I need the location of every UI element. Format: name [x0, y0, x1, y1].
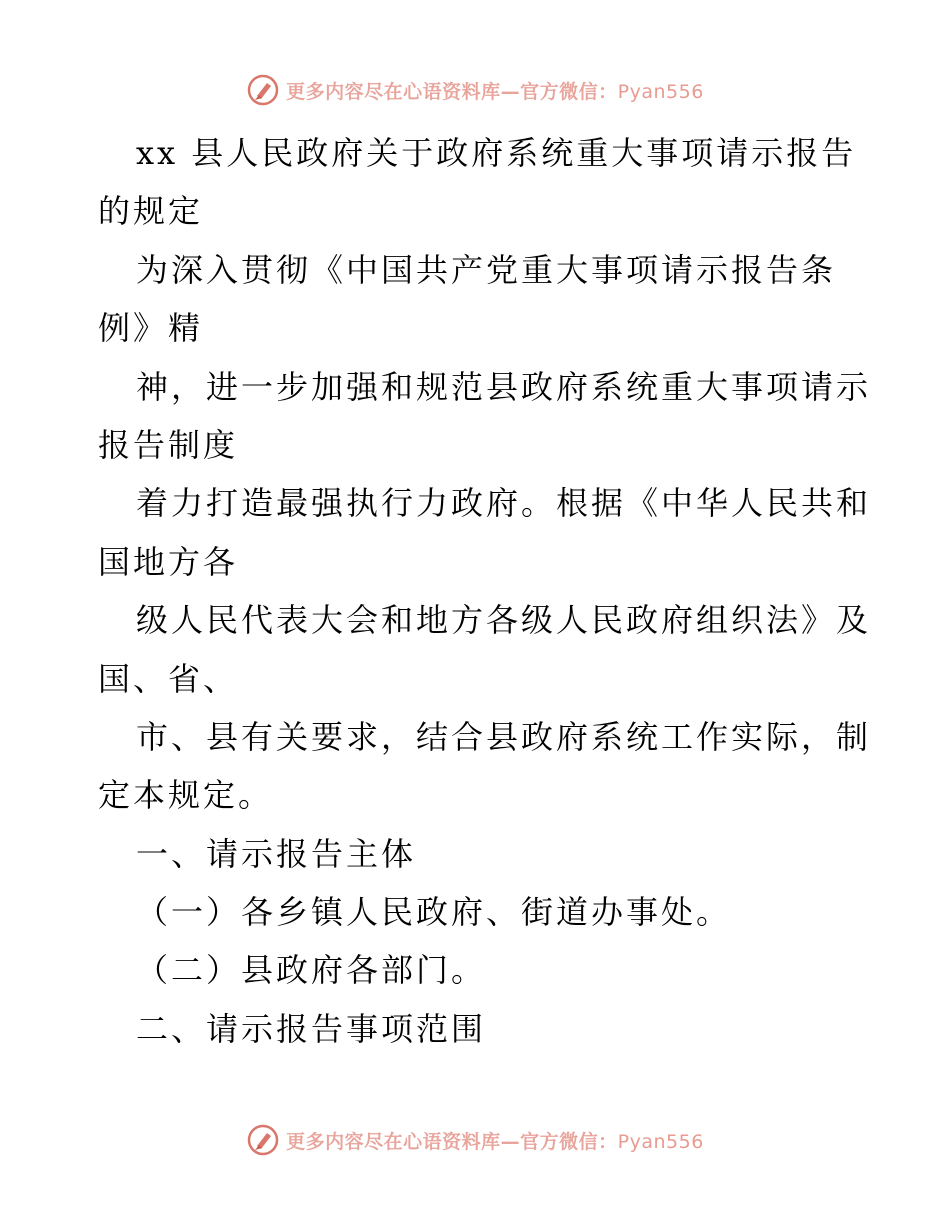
document-line: 国、省、 [98, 659, 239, 698]
document-line: 报告制度 [98, 425, 239, 464]
document-line: 市、县有关要求，结合县政府系统工作实际，制 [136, 717, 872, 756]
pen-nib-logo-icon [246, 73, 280, 107]
pen-nib-logo-icon [246, 1123, 280, 1157]
document-line: 二、请示报告事项范围 [136, 1009, 487, 1048]
document-line: 着力打造最强执行力政府。根据《中华人民共和 [136, 484, 872, 523]
header-watermark [0, 70, 950, 110]
document-line: 一、请示报告主体 [136, 834, 417, 873]
watermark-text: 更多内容尽在心语资料库—官方微信：Pyan556 [286, 80, 704, 103]
document-line: 级人民代表大会和地方各级人民政府组织法》及 [136, 601, 872, 640]
document-line: 国地方各 [98, 542, 239, 581]
document-line: （一）各乡镇人民政府、街道办事处。 [136, 893, 732, 932]
document-line: 神，进一步加强和规范县政府系统重大事项请示 [136, 367, 872, 406]
document-line: 例》精 [98, 309, 204, 348]
watermark-text: 更多内容尽在心语资料库—官方微信：Pyan556 [286, 1130, 704, 1153]
footer-watermark [0, 1120, 950, 1160]
document-body [98, 124, 872, 1058]
document-line: xx 县人民政府关于政府系统重大事项请示报告 [136, 134, 857, 172]
document-line: 为深入贯彻《中国共产党重大事项请示报告条 [136, 250, 837, 289]
document-line: （二）县政府各部门。 [136, 951, 487, 990]
document-line: 定本规定。 [98, 776, 274, 815]
document-line: 的规定 [98, 192, 204, 231]
